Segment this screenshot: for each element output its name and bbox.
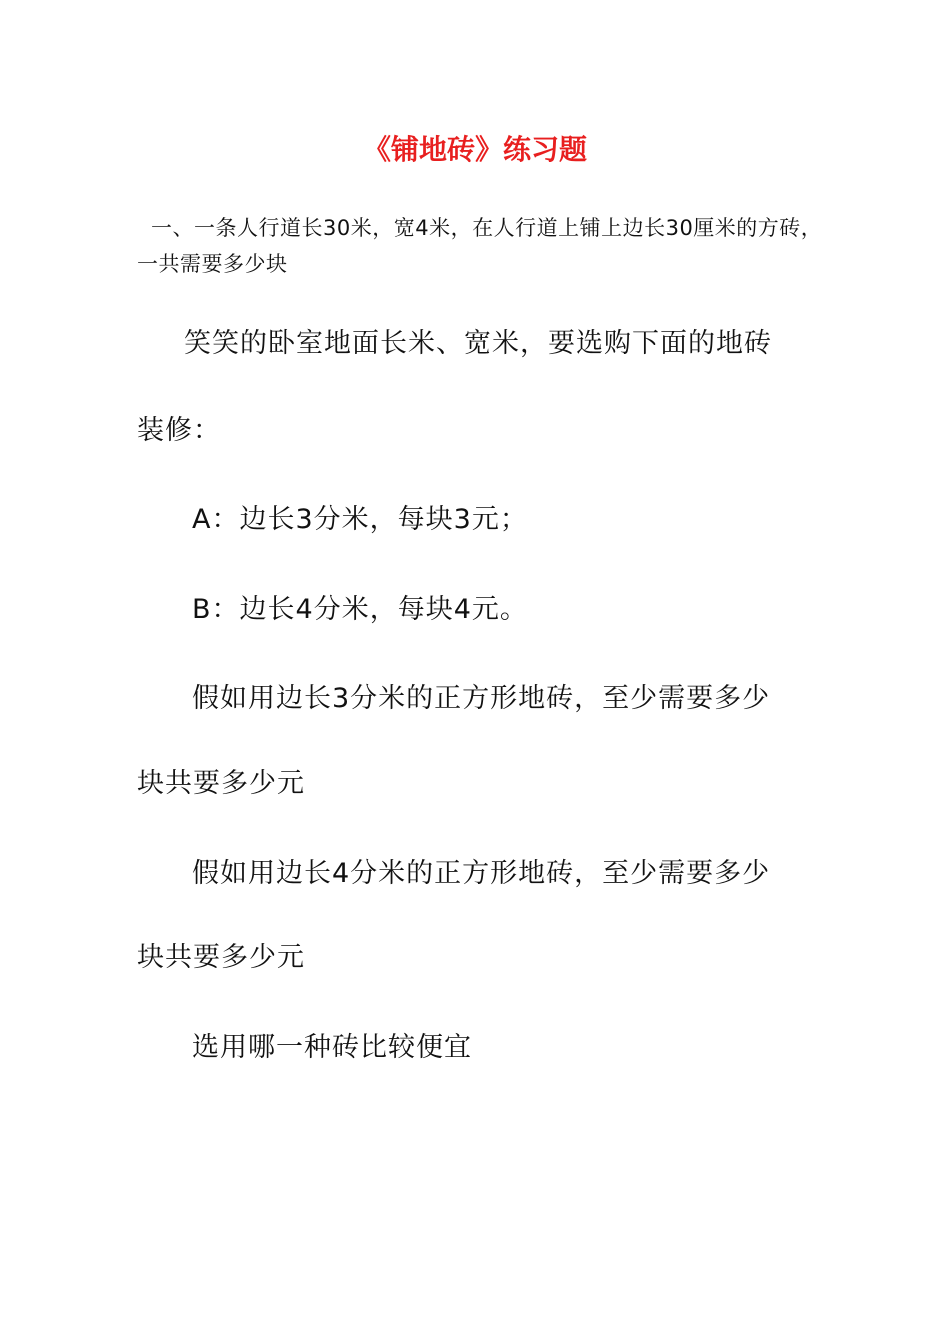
question-one [137, 210, 827, 282]
option-b: B：边长4分米，每块4元。 [192, 594, 528, 625]
problem-intro-line2: 装修： [137, 415, 221, 446]
question-one-text: 一、一条人行道长30米，宽4米，在人行道上铺上边长30厘米的方砖，一共需要多少块 [137, 216, 823, 276]
sub-question-2-line1: 假如用边长4分米的正方形地砖，至少需要多少 [192, 858, 771, 889]
sub-question-1-line1: 假如用边长3分米的正方形地砖，至少需要多少 [192, 683, 771, 714]
option-a: A：边长3分米，每块3元； [192, 504, 528, 535]
sub-question-1-line2: 块共要多少元 [137, 768, 305, 799]
sub-question-3: 选用哪一种砖比较便宜 [192, 1032, 472, 1063]
sub-question-2-line2: 块共要多少元 [137, 942, 305, 973]
problem-intro-line1: 笑笑的卧室地面长米、宽米，要选购下面的地砖 [184, 328, 772, 359]
page-title: 《铺地砖》练习题 [362, 133, 587, 166]
